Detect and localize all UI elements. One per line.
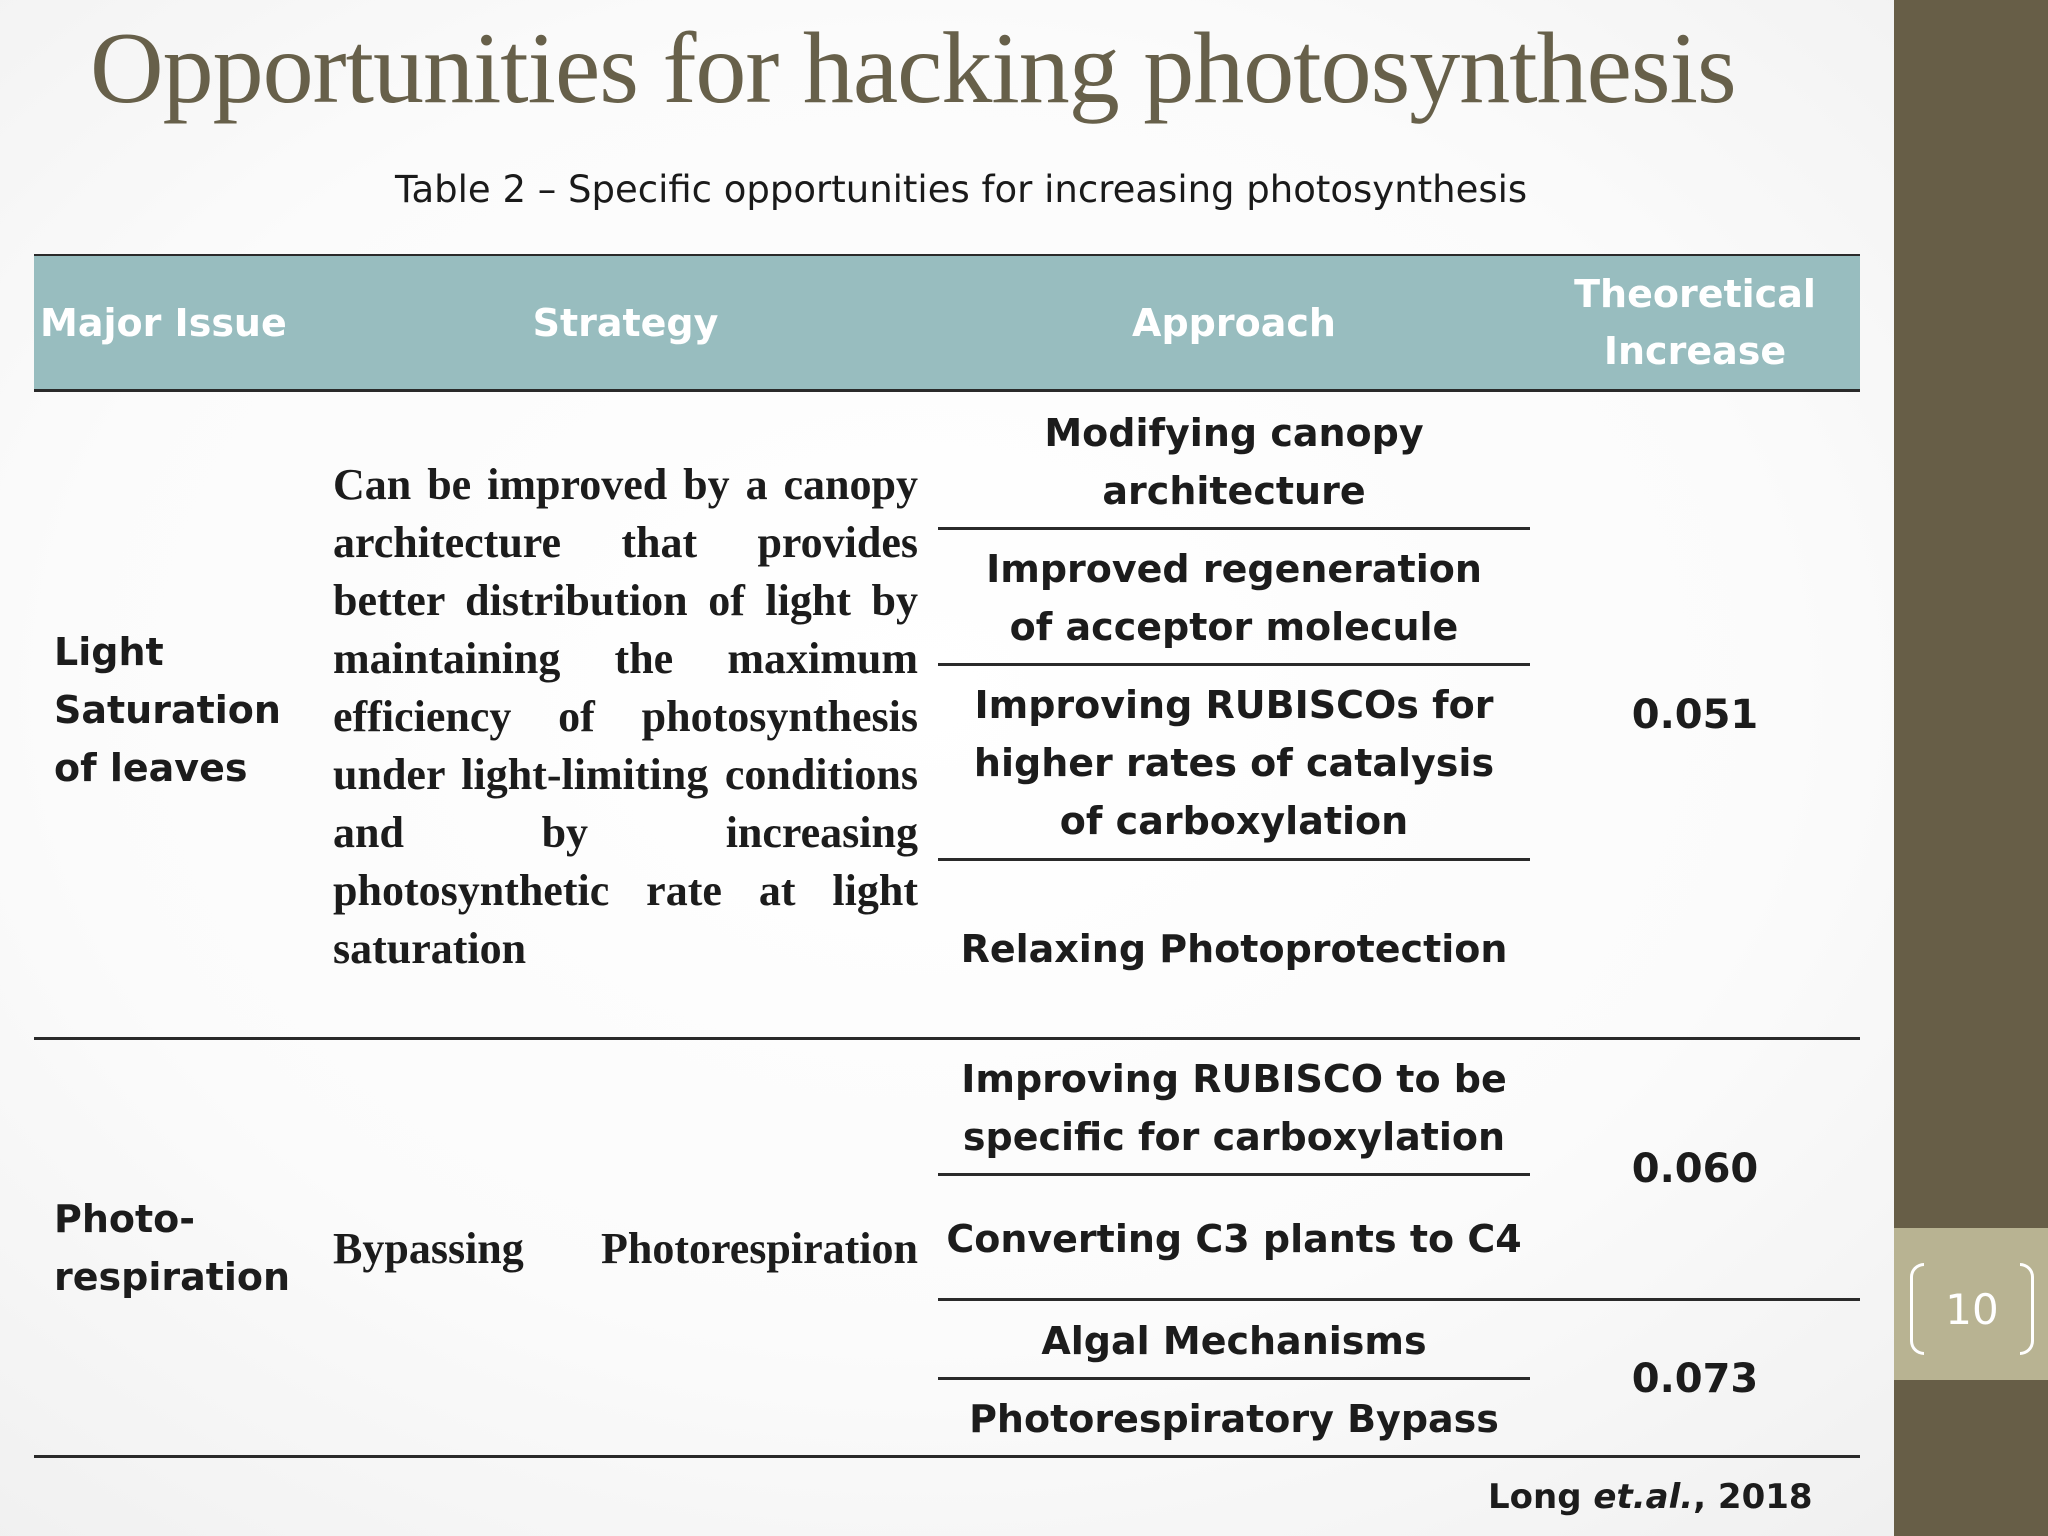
table-caption: Table 2 – Specific opportunities for increasing photosynthesis <box>395 168 1528 211</box>
row2-major-issue: Photo-respiration <box>54 1197 291 1299</box>
citation <box>1488 1477 1813 1517</box>
row2-theoretical-increase-1: 0.060 <box>1631 1146 1759 1192</box>
slide-number-badge <box>1910 1263 2034 1355</box>
citation-author: Long <box>1488 1477 1594 1517</box>
approach-divider <box>938 1377 1530 1380</box>
row-separator <box>34 1037 1860 1040</box>
row2-approach-1: Improving RUBISCO to be specific for carboxylation <box>961 1057 1507 1159</box>
citation-etal: et.al. <box>1593 1477 1694 1517</box>
row2-approach-2: Converting C3 plants to C4 <box>946 1217 1522 1261</box>
slide-number: 10 <box>1945 1284 1999 1334</box>
row1-major-issue: Light Saturation of leaves <box>54 630 281 790</box>
row1-approach-4: Relaxing Photoprotection <box>960 927 1508 971</box>
right-bracket-icon <box>2020 1263 2034 1355</box>
citation-year: , 2018 <box>1693 1477 1813 1517</box>
row2-approach-3: Algal Mechanisms <box>1041 1319 1427 1363</box>
row1-strategy: Can be improved by a canopy architecture that provides better distribution of light by maintaining the maximum efficiency of photosynthesis under light-limiting conditions and by increasing photosynthetic rate at light saturation <box>333 460 918 973</box>
row2-strategy: Bypassing Photorespiration <box>333 1224 918 1273</box>
row1-approach-3: Improving RUBISCOs for higher rates of catalysis of carboxylation <box>973 683 1495 843</box>
header-approach: Approach <box>1132 300 1336 345</box>
left-bracket-icon <box>1910 1263 1924 1355</box>
row2-theoretical-increase-2: 0.073 <box>1631 1356 1759 1402</box>
header-major-issue: Major Issue <box>40 300 287 345</box>
approach-divider <box>938 858 1530 861</box>
row1-approach-2: Improved regeneration of acceptor molecule <box>986 547 1482 649</box>
approach-divider <box>938 527 1530 530</box>
table-bottom-rule <box>34 1455 1860 1458</box>
header-strategy: Strategy <box>532 300 719 345</box>
approach-divider <box>938 1298 1860 1301</box>
approach-divider <box>938 1173 1530 1176</box>
row1-approach-1: Modifying canopy architecture <box>1044 411 1424 513</box>
slide-title: Opportunities for hacking photosynthesis <box>90 12 1736 125</box>
approach-divider <box>938 663 1530 666</box>
row2-approach-4: Photorespiratory Bypass <box>969 1397 1499 1441</box>
header-theoretical-increase: Theoretical Increase <box>1574 272 1816 373</box>
row1-theoretical-increase: 0.051 <box>1631 692 1759 738</box>
